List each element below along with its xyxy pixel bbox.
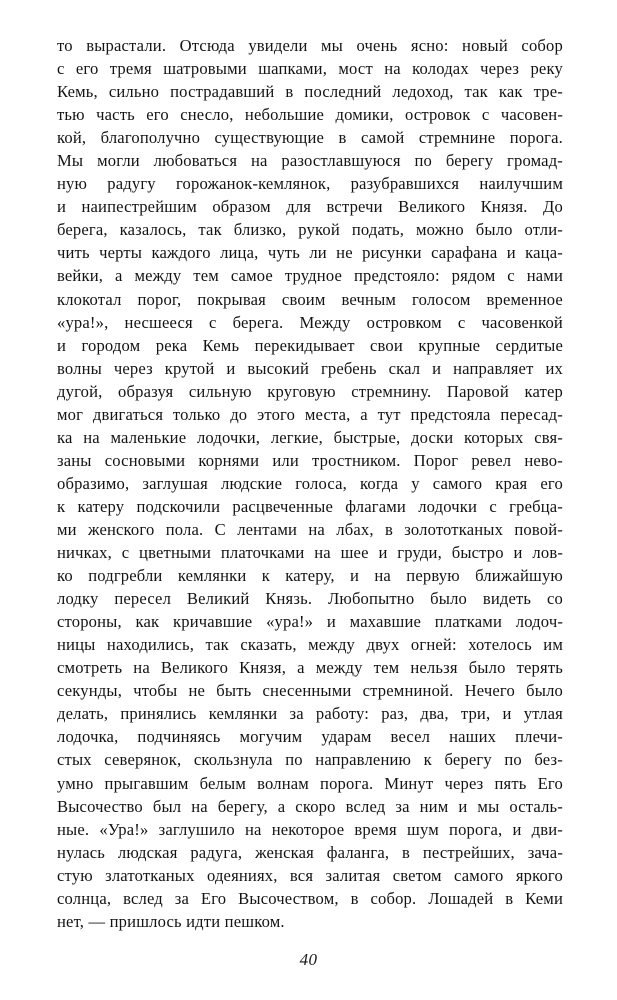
body-line: чить черты каждого лица, чуть ли не рисунки сарафана и каца- <box>57 243 563 263</box>
body-line: ми женского пола. С лентами на лбах, в золототканых повой- <box>57 519 563 539</box>
body-line: мог двигаться только до этого места, а тут предстояла пересад- <box>57 404 563 424</box>
body-line: стороны, как кричавшие «ура!» и махавшие платками лодоч- <box>57 612 564 632</box>
body-line: лодку пересел Великий Князь. Любопытно было видеть со <box>57 589 563 609</box>
body-line: секунды, чтобы не быть снесенными стремниной. Нечего было <box>57 681 563 701</box>
body-line: то вырастали. Отсюда увидели мы очень ясно: новый собор <box>57 36 563 55</box>
body-line: тью часть его снесло, небольшие домики, островок с часовен- <box>57 105 564 125</box>
body-line: ко подгребли кемлянки к катеру, и на первую ближайшую <box>57 566 563 586</box>
body-line: ные. «Ура!» заглушило на некоторое время шум порога, и дви- <box>57 819 564 839</box>
body-line: делать, принялись кемлянки за работу: раз, два, три, и утлая <box>57 704 563 724</box>
page-number: 40 <box>299 950 318 969</box>
body-line: Кемь, сильно пострадавший в последний ледоход, так как тре- <box>57 82 563 102</box>
body-line: солнца, вслед за Его Высочеством, в собор. Лошадей в Кеми <box>57 888 564 908</box>
body-line: ка на маленькие лодочки, легкие, быстрые, доски которых свя- <box>57 427 563 447</box>
body-line: и наипестрейшим образом для встречи Великого Князя. До <box>57 197 563 217</box>
body-line: ницы находились, так сказать, между двух огней: хотелось им <box>57 635 563 655</box>
body-line: заны сосновыми корнями или тростником. Порог ревел нево- <box>57 450 563 470</box>
body-line: образимо, заглушая людские голоса, когда у самого края его <box>57 473 563 493</box>
body-line: смотреть на Великого Князя, а между тем нельзя было терять <box>57 658 563 678</box>
body-line: умно прыгавшим белым волнам порога. Минут через пять Его <box>57 773 563 793</box>
body-line: «ура!», несшееся с берега. Между островком с часовенкой <box>57 312 563 332</box>
body-line: волны через крутой и высокий гребень скал и направляет их <box>57 358 563 378</box>
body-line: нет, — пришлось идти пешком. <box>57 911 285 931</box>
body-line: лодочка, подчиняясь могучим ударам весел наших плечи- <box>57 727 564 747</box>
body-line: берега, казалось, так близко, рукой подать, можно было отли- <box>57 220 563 240</box>
body-line: кой, благополучно существующие в самой стремнине порога. <box>57 128 563 148</box>
body-line: ничках, с цветными платочками на шее и груди, быстро и лов- <box>57 543 564 563</box>
body-line: дугой, образуя сильную круговую стремнину. Паровой катер <box>57 381 563 401</box>
body-line: ную радугу горожанок-кемлянок, разубравшихся наилучшим <box>57 174 564 194</box>
body-line: Высочество был на берегу, а скоро вслед за ним и мы осталь- <box>57 796 563 816</box>
body-line: и городом река Кемь перекидывает свои крупные сердитые <box>57 335 564 355</box>
body-line: с его тремя шатровыми шапками, мост на колодах через реку <box>57 59 563 79</box>
body-line: нулась людская радуга, женская фаланга, в пестрейших, зача- <box>57 842 564 862</box>
body-text-column <box>57 34 563 933</box>
body-line: стую златотканых одеяниях, вся залитая светом самого яркого <box>57 865 563 885</box>
body-line: клокотал порог, покрывая своим вечным голосом временное <box>57 289 563 309</box>
body-line: к катеру подскочили расцвеченные флагами лодочки с гребца- <box>57 496 563 516</box>
body-line: Мы могли любоваться на разостлавшуюся по берегу громад- <box>57 151 563 171</box>
body-line: стых северянок, скользнула по направлению к берегу по без- <box>57 750 563 770</box>
body-line: вейки, а между тем самое трудное предстояло: рядом с нами <box>57 266 564 286</box>
